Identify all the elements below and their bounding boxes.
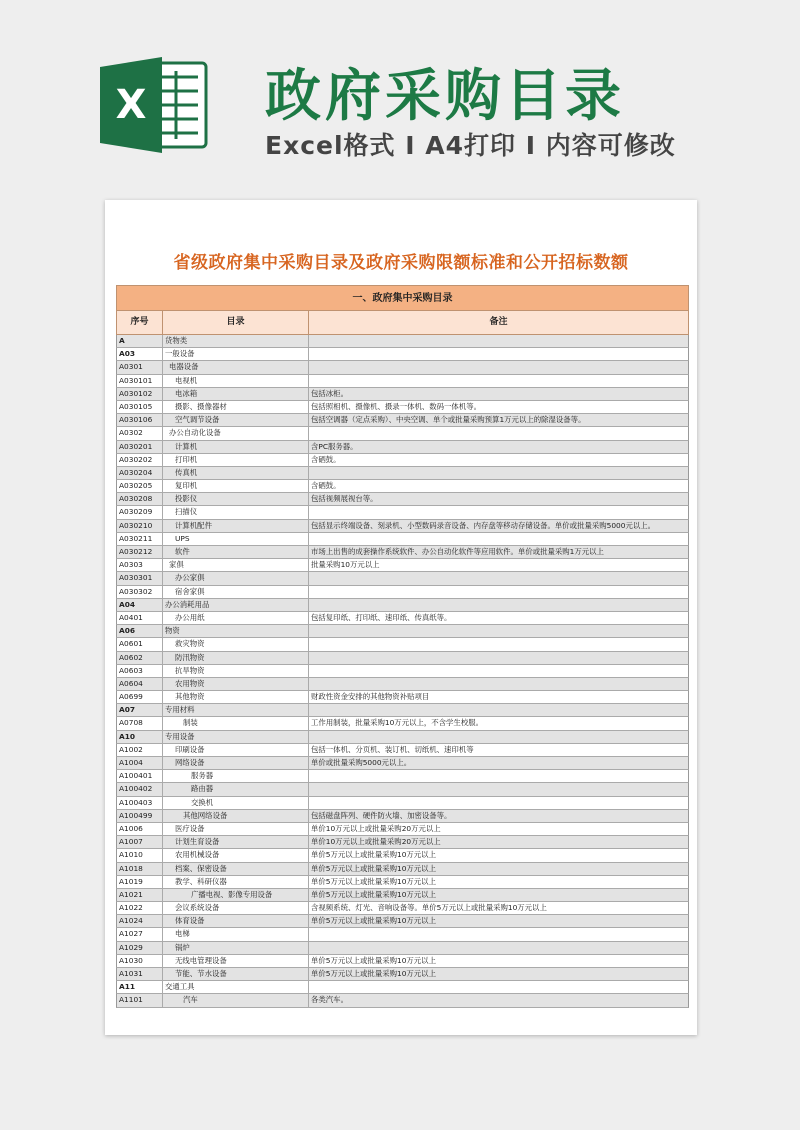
table-row (116, 520, 689, 533)
table-row (116, 599, 689, 612)
table-row (116, 863, 689, 876)
cell-remarks: 包括复印纸、打印纸、速印纸、传真纸等。 (311, 612, 452, 622)
table-row (116, 493, 689, 506)
cell-code: A030301 (117, 572, 163, 584)
cell-catalog-name: 物资 (163, 625, 309, 637)
cell-catalog-name: 办公自动化设备 (163, 427, 309, 439)
cell-code: A0699 (117, 691, 163, 703)
sub-title: Excel格式 I A4打印 I 内容可修改 (265, 131, 676, 160)
cell-catalog-name: 电梯 (163, 928, 309, 940)
cell-code: A1022 (117, 902, 163, 914)
table-row (116, 638, 689, 651)
table-row (116, 572, 689, 585)
cell-code: A1004 (117, 757, 163, 769)
cell-remarks: 含硒鼓。 (311, 481, 341, 491)
cell-code: A030210 (117, 520, 163, 532)
table-row (116, 783, 689, 796)
cell-code: A10 (117, 731, 163, 743)
cell-remarks (309, 638, 688, 650)
cell-remarks (309, 427, 688, 439)
cell-code: A03 (117, 348, 163, 360)
cell-code: A0401 (117, 612, 163, 624)
table-row (116, 902, 689, 915)
cell-catalog-name: 会议系统设备 (163, 902, 309, 914)
cell-catalog-name: 制装 (163, 717, 309, 729)
cell-remarks (309, 572, 688, 584)
cell-code: A030106 (117, 414, 163, 426)
table-row (116, 744, 689, 757)
cell-remarks (309, 797, 688, 809)
table-row (116, 467, 689, 480)
cell-code: A06 (117, 625, 163, 637)
table-row (116, 533, 689, 546)
cell-remarks: 单价10万元以上或批量采购20万元以上 (311, 823, 441, 833)
cell-remarks: 单价5万元以上或批量采购10万元以上 (311, 876, 436, 886)
cell-remarks: 单价5万元以上或批量采购10万元以上 (311, 863, 436, 873)
main-title: 政府采购目录 (265, 64, 625, 129)
cell-catalog-name: 档案、保密设备 (163, 863, 309, 875)
table-row (116, 652, 689, 665)
cell-code: A030105 (117, 401, 163, 413)
cell-remarks: 包括一体机、分页机、装订机、切纸机、速印机等 (311, 744, 474, 754)
cell-code: A0603 (117, 665, 163, 677)
cell-catalog-name: 复印机 (163, 480, 309, 492)
cell-catalog-name: 交通工具 (163, 981, 309, 993)
cell-catalog-name: 专用设备 (163, 731, 309, 743)
cell-code: A030101 (117, 375, 163, 387)
cell-catalog-name: 抗旱物资 (163, 665, 309, 677)
cell-remarks (309, 942, 688, 954)
cell-code: A030211 (117, 533, 163, 545)
table-row (116, 414, 689, 427)
cell-code: A0708 (117, 717, 163, 729)
cell-remarks: 包括显示终端设备、刻录机、小型数码录音设备、内存盘等移动存储设备。单价或批量采购5000元以上。 (311, 520, 656, 530)
table-row (116, 348, 689, 361)
cell-code: A1101 (117, 994, 163, 1006)
cell-remarks: 含视频系统、灯光、音响设备等。单价5万元以上或批量采购10万元以上 (311, 903, 547, 913)
cell-catalog-name: UPS (163, 533, 309, 545)
cell-catalog-name: 软件 (163, 546, 309, 558)
cell-remarks: 包括视频展视台等。 (311, 494, 378, 504)
table-row (116, 770, 689, 783)
cell-code: A1006 (117, 823, 163, 835)
cell-remarks (309, 981, 688, 993)
cell-remarks (309, 770, 688, 782)
cell-remarks (309, 625, 688, 637)
table-row (116, 849, 689, 862)
table-row (116, 586, 689, 599)
cell-remarks: 批量采购10万元以上 (311, 560, 380, 570)
column-header-catalog: 目录 (163, 311, 309, 334)
table-row (116, 757, 689, 770)
table-row (116, 797, 689, 810)
cell-remarks (309, 506, 688, 518)
cell-remarks: 单价5万元以上或批量采购10万元以上 (311, 916, 436, 926)
cell-code: A1007 (117, 836, 163, 848)
table-row (116, 480, 689, 493)
cell-remarks: 包括照相机、摄像机、摄录一体机、数码一体机等。 (311, 401, 481, 411)
cell-catalog-name: 其他网络设备 (163, 810, 309, 822)
cell-code: A1027 (117, 928, 163, 940)
excel-logo-icon (100, 55, 210, 155)
cell-code: A030102 (117, 388, 163, 400)
table-body (116, 335, 689, 1008)
table-row (116, 388, 689, 401)
cell-catalog-name: 货物类 (163, 335, 309, 347)
cell-code: A030204 (117, 467, 163, 479)
table-row (116, 691, 689, 704)
cell-catalog-name: 摄影、摄像器材 (163, 401, 309, 413)
table-row (116, 441, 689, 454)
cell-catalog-name: 农用机械设备 (163, 849, 309, 861)
cell-code: A030205 (117, 480, 163, 492)
cell-code: A04 (117, 599, 163, 611)
cell-code: A1018 (117, 863, 163, 875)
cell-catalog-name: 节能、节水设备 (163, 968, 309, 980)
cell-code: A1029 (117, 942, 163, 954)
cell-catalog-name: 扫描仪 (163, 506, 309, 518)
cell-catalog-name: 空气调节设备 (163, 414, 309, 426)
table-row (116, 625, 689, 638)
cell-catalog-name: 办公用纸 (163, 612, 309, 624)
cell-catalog-name: 印刷设备 (163, 744, 309, 756)
cell-catalog-name: 计算机配件 (163, 520, 309, 532)
cell-catalog-name: 救灾物资 (163, 638, 309, 650)
cell-remarks: 单价5万元以上或批量采购10万元以上 (311, 850, 436, 860)
table-row (116, 717, 689, 730)
cell-catalog-name: 宿舍家俱 (163, 586, 309, 598)
cell-remarks: 财政性资金安排的其他物资补贴项目 (311, 692, 430, 702)
table-row (116, 876, 689, 889)
cell-code: A030209 (117, 506, 163, 518)
cell-code: A1031 (117, 968, 163, 980)
table-row (116, 612, 689, 625)
cell-catalog-name: 农用物资 (163, 678, 309, 690)
header (0, 0, 800, 195)
cell-code: A1019 (117, 876, 163, 888)
cell-code: A1024 (117, 915, 163, 927)
cell-code: A07 (117, 704, 163, 716)
cell-remarks: 包括磁盘阵列、硬件防火墙、加密设备等。 (311, 810, 452, 820)
table-header-row (116, 311, 689, 335)
cell-catalog-name: 投影仪 (163, 493, 309, 505)
cell-code: A1030 (117, 955, 163, 967)
table-row (116, 427, 689, 440)
catalog-table (116, 285, 689, 1008)
table-row (116, 994, 689, 1007)
cell-remarks (309, 599, 688, 611)
cell-catalog-name: 锅炉 (163, 942, 309, 954)
cell-remarks: 包括空调器（定点采购）、中央空调、单个或批量采购预算1万元以上的除湿设备等。 (311, 415, 586, 425)
table-row (116, 401, 689, 414)
table-row (116, 335, 689, 348)
cell-remarks: 单价5万元以上或批量采购10万元以上 (311, 969, 436, 978)
cell-catalog-name: 汽车 (163, 994, 309, 1006)
cell-remarks (309, 665, 688, 677)
cell-remarks: 工作用制装，批量采购10万元以上，不含学生校服。 (311, 718, 484, 728)
cell-remarks: 各类汽车。 (311, 995, 348, 1005)
table-row (116, 731, 689, 744)
cell-remarks: 单价5万元以上或批量采购10万元以上 (311, 955, 436, 965)
cell-code: A100403 (117, 797, 163, 809)
table-row (116, 810, 689, 823)
cell-catalog-name: 医疗设备 (163, 823, 309, 835)
cell-catalog-name: 办公消耗用品 (163, 599, 309, 611)
table-row (116, 823, 689, 836)
cell-catalog-name: 打印机 (163, 454, 309, 466)
cell-catalog-name: 防汛物资 (163, 652, 309, 664)
cell-code: A100499 (117, 810, 163, 822)
cell-remarks (309, 467, 688, 479)
cell-remarks: 单价10万元以上或批量采购20万元以上 (311, 837, 441, 847)
table-row (116, 836, 689, 849)
cell-catalog-name: 计划生育设备 (163, 836, 309, 848)
table-row (116, 375, 689, 388)
cell-remarks (309, 586, 688, 598)
table-row (116, 665, 689, 678)
cell-remarks (309, 348, 688, 360)
cell-remarks: 含硒鼓。 (311, 454, 341, 464)
cell-remarks (309, 928, 688, 940)
cell-catalog-name: 办公家俱 (163, 572, 309, 584)
table-row (116, 559, 689, 572)
table-row (116, 546, 689, 559)
excel-logo-letter: X (115, 82, 147, 128)
cell-catalog-name: 教学、科研仪器 (163, 876, 309, 888)
cell-remarks (309, 731, 688, 743)
cell-catalog-name: 无线电管理设备 (163, 955, 309, 967)
table-row (116, 942, 689, 955)
table-row (116, 928, 689, 941)
table-row (116, 981, 689, 994)
cell-catalog-name: 电器设备 (163, 361, 309, 373)
cell-remarks: 含PC服务器。 (311, 441, 358, 451)
cell-remarks (309, 704, 688, 716)
spreadsheet-page (105, 200, 697, 1035)
cell-remarks (309, 375, 688, 387)
table-row (116, 704, 689, 717)
column-header-index: 序号 (117, 311, 163, 334)
cell-remarks: 单价或批量采购5000元以上。 (311, 758, 412, 767)
cell-code: A030212 (117, 546, 163, 558)
cell-code: A0601 (117, 638, 163, 650)
cell-catalog-name: 服务器 (163, 770, 309, 782)
cell-code: A11 (117, 981, 163, 993)
cell-remarks (309, 783, 688, 795)
cell-code: A0604 (117, 678, 163, 690)
table-row (116, 678, 689, 691)
cell-code: A0303 (117, 559, 163, 571)
cell-remarks: 市场上出售的成套操作系统软件、办公自动化软件等应用软件。单价或批量采购1万元以上 (311, 547, 604, 556)
cell-catalog-name: 传真机 (163, 467, 309, 479)
cell-catalog-name: 电视机 (163, 375, 309, 387)
table-row (116, 889, 689, 902)
cell-catalog-name: 家俱 (163, 559, 309, 571)
cell-remarks (309, 652, 688, 664)
cell-code: A1021 (117, 889, 163, 901)
table-row (116, 361, 689, 374)
column-header-remarks: 备注 (489, 317, 508, 327)
cell-code: A (117, 335, 163, 347)
cell-catalog-name: 体育设备 (163, 915, 309, 927)
cell-remarks: 包括冰柜。 (311, 388, 348, 398)
cell-code: A0602 (117, 652, 163, 664)
table-row (116, 454, 689, 467)
table-row (116, 915, 689, 928)
cell-catalog-name: 路由器 (163, 783, 309, 795)
cell-remarks (309, 361, 688, 373)
cell-catalog-name: 专用材料 (163, 704, 309, 716)
table-row (116, 506, 689, 519)
cell-code: A0301 (117, 361, 163, 373)
cell-catalog-name: 一般设备 (163, 348, 309, 360)
cell-catalog-name: 其他物资 (163, 691, 309, 703)
cell-remarks (309, 335, 688, 347)
cell-remarks (309, 533, 688, 545)
cell-code: A0302 (117, 427, 163, 439)
cell-code: A100402 (117, 783, 163, 795)
table-row (116, 955, 689, 968)
cell-code: A100401 (117, 770, 163, 782)
cell-code: A1002 (117, 744, 163, 756)
table-row (116, 968, 689, 981)
cell-code: A030302 (117, 586, 163, 598)
cell-catalog-name: 电冰箱 (163, 388, 309, 400)
cell-catalog-name: 网络设备 (163, 757, 309, 769)
cell-code: A030202 (117, 454, 163, 466)
cell-remarks: 单价5万元以上或批量采购10万元以上 (311, 889, 436, 899)
cell-code: A030208 (117, 493, 163, 505)
document-title: 省级政府集中采购目录及政府采购限额标准和公开招标数额 (173, 253, 629, 273)
cell-code: A030201 (117, 441, 163, 453)
cell-catalog-name: 交换机 (163, 797, 309, 809)
cell-remarks (309, 678, 688, 690)
cell-code: A1010 (117, 849, 163, 861)
cell-catalog-name: 计算机 (163, 441, 309, 453)
section-header: 一、政府集中采购目录 (116, 285, 689, 311)
cell-catalog-name: 广播电视、影像专用设备 (163, 889, 309, 901)
